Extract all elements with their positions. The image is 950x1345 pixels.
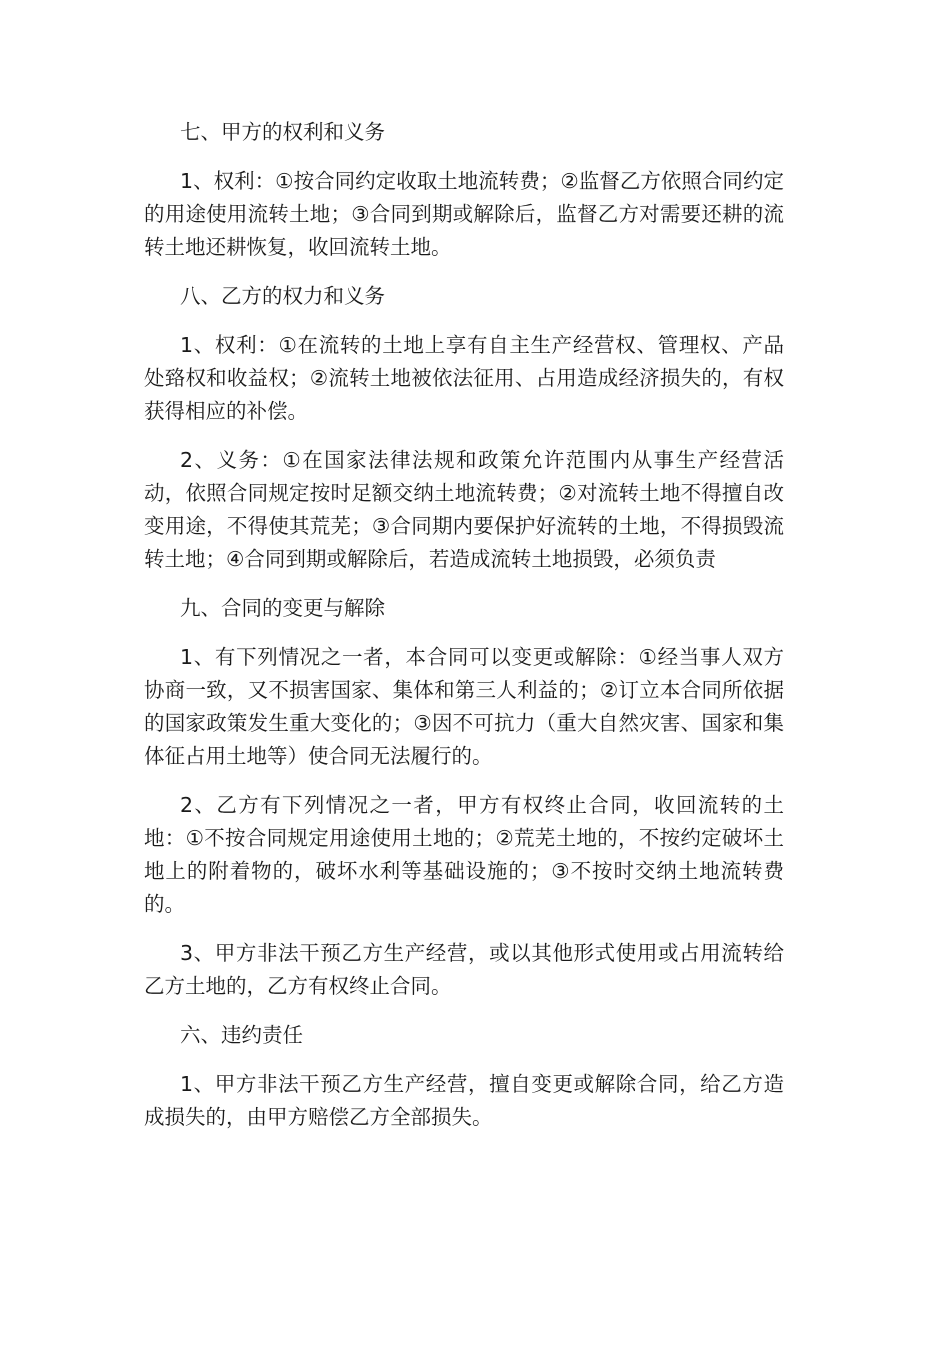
clause-8-1: 1、权利：①在流转的土地上享有自主生产经营权、管理权、产品处臵权和收益权；②流转土地被依法征用、占用造成经济损失的，有权获得相应的补偿。 (144, 333, 784, 423)
section-heading-6: 六、违约责任 (180, 1023, 303, 1047)
section-heading-9: 九、合同的变更与解除 (180, 596, 385, 620)
clause-9-2: 2、乙方有下列情况之一者，甲方有权终止合同，收回流转的土地：①不按合同规定用途使用土地的；②荒芜土地的，不按约定破坏土地上的附着物的，破坏水利等基础设施的；③不按时交纳土地流转费的。 (144, 793, 784, 916)
clause-6-1: 1、甲方非法干预乙方生产经营，擅自变更或解除合同，给乙方造成损失的，由甲方赔偿乙方全部损失。 (144, 1072, 784, 1129)
document-body (144, 116, 784, 1150)
clause-9-1: 1、有下列情况之一者，本合同可以变更或解除：①经当事人双方协商一致，又不损害国家、集体和第三人利益的；②订立本合同所依据的国家政策发生重大变化的；③因不可抗力（重大自然灾害、国家和集体征占用土地等）使合同无法履行的。 (144, 645, 784, 768)
section-heading-7: 七、甲方的权利和义务 (180, 120, 385, 144)
clause-8-2: 2、义务：①在国家法律法规和政策允许范围内从事生产经营活动，依照合同规定按时足额交纳土地流转费；②对流转土地不得擅自改变用途，不得使其荒芜；③合同期内要保护好流转的土地，不得损毁流转土地；④合同到期或解除后，若造成流转土地损毁，必须负责 (144, 448, 784, 571)
section-heading-8: 八、乙方的权力和义务 (180, 284, 385, 308)
clause-9-3: 3、甲方非法干预乙方生产经营，或以其他形式使用或占用流转给乙方土地的，乙方有权终止合同。 (144, 941, 784, 998)
clause-7-1: 1、权利：①按合同约定收取土地流转费；②监督乙方依照合同约定的用途使用流转土地；③合同到期或解除后，监督乙方对需要还耕的流转土地还耕恢复，收回流转土地。 (144, 169, 784, 259)
